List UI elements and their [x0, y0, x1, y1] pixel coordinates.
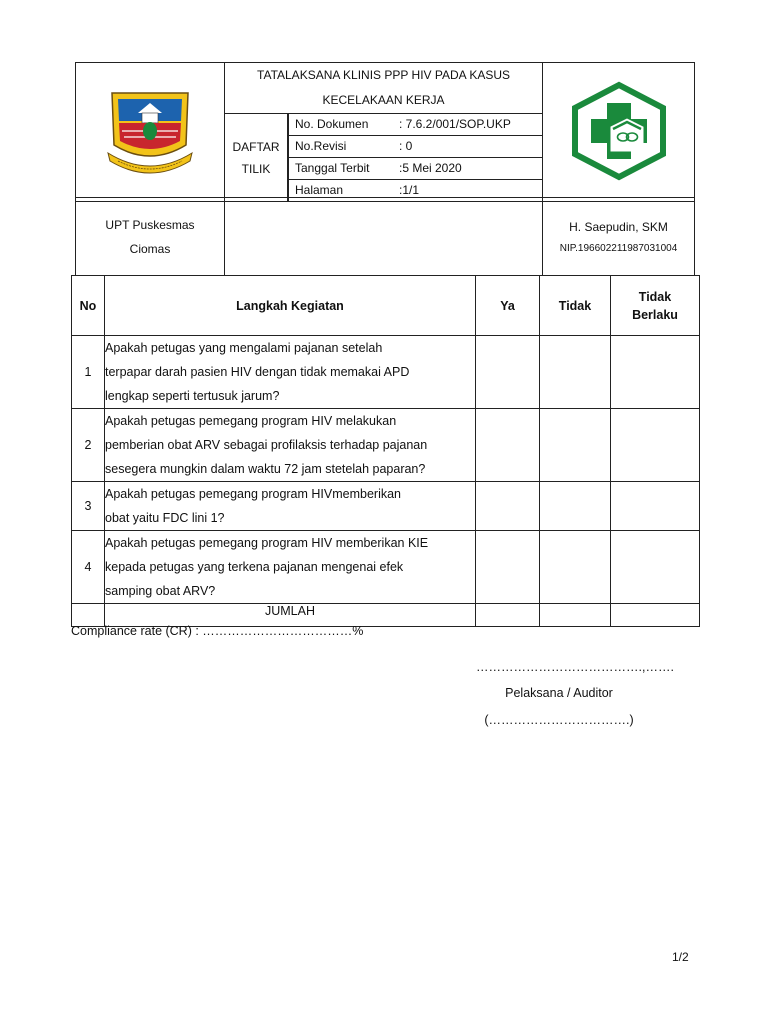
question-text — [105, 336, 476, 409]
question-line: terpapar darah pasien HIV dengan tidak memakai APD — [105, 365, 410, 379]
col-header-na-line-1: Tidak — [638, 289, 672, 304]
answer-na-cell[interactable] — [611, 409, 700, 482]
col-header-step: Langkah Kegiatan — [105, 276, 476, 336]
answer-no-cell[interactable] — [540, 482, 611, 531]
answer-no-cell[interactable] — [540, 336, 611, 409]
col-header-yes: Ya — [476, 276, 540, 336]
left-logo-cell — [76, 63, 225, 202]
col-header-no-answer: Tidak — [540, 276, 611, 336]
col-header-na-line-2: Berlaku — [632, 307, 678, 322]
organization-name-line-2: Ciomas — [129, 241, 171, 256]
head-cell — [543, 198, 695, 276]
total-label: JUMLAH — [105, 604, 476, 627]
question-text — [105, 531, 476, 604]
issue-date-value: :5 Mei 2020 — [399, 161, 462, 175]
table-row — [72, 482, 700, 531]
col-header-no: No — [72, 276, 105, 336]
question-line: Apakah petugas yang mengalami pajanan setelah — [105, 341, 383, 355]
question-line: kepada petugas yang terkena pajanan mengenai efek — [105, 560, 404, 574]
head-name: H. Saepudin, SKM — [569, 219, 668, 234]
question-line: sesegera mungkin dalam waktu 72 jam stetelah paparan? — [105, 462, 426, 476]
organization-row — [75, 197, 695, 276]
question-line: lengkap seperti tertusuk jarum? — [105, 389, 280, 403]
answer-no-cell[interactable] — [540, 409, 611, 482]
doc-info-cell — [288, 114, 543, 202]
doc-type-line-2: TILIK — [241, 161, 271, 176]
issue-date-row — [289, 158, 543, 180]
organization-name-line-1: UPT Puskesmas — [105, 217, 195, 232]
page-label: Halaman — [295, 183, 344, 197]
question-line: Apakah petugas pemegang program HIV melakukan — [105, 414, 397, 428]
doc-number-label: No. Dokumen — [295, 117, 369, 131]
question-text — [105, 409, 476, 482]
answer-yes-cell[interactable] — [476, 531, 540, 604]
page-value: :1/1 — [399, 183, 420, 197]
revision-row — [289, 136, 543, 158]
answer-na-cell[interactable] — [611, 482, 700, 531]
head-nip: NIP.196602211987031004 — [559, 242, 678, 254]
signature-role: Pelaksana / Auditor — [505, 686, 613, 700]
doc-type-line-1: DAFTAR — [232, 139, 280, 154]
right-logo-cell — [543, 63, 695, 202]
page-number: 1/2 — [672, 950, 689, 964]
revision-label: No.Revisi — [295, 139, 347, 153]
title-line-2: KECELAKAAN KERJA — [322, 93, 445, 107]
revision-value: : 0 — [399, 139, 413, 153]
table-header-row — [72, 276, 700, 336]
answer-yes-cell[interactable] — [476, 409, 540, 482]
answer-yes-cell[interactable] — [476, 336, 540, 409]
doc-number-value: : 7.6.2/001/SOP.UKP — [399, 117, 511, 131]
title-line-1: TATALAKSANA KLINIS PPP HIV PADA KASUS — [257, 68, 510, 82]
document-header — [75, 62, 695, 202]
puskesmas-logo-icon — [567, 81, 671, 181]
col-header-not-applicable — [611, 276, 700, 336]
organization-cell — [76, 198, 225, 276]
total-no-cell[interactable] — [540, 604, 611, 627]
issue-date-label: Tanggal Terbit — [295, 161, 370, 175]
row-number: 3 — [72, 482, 105, 531]
table-row — [72, 409, 700, 482]
table-row — [72, 336, 700, 409]
doc-type-cell — [225, 114, 288, 202]
row-number: 4 — [72, 531, 105, 604]
checklist-table — [71, 275, 700, 627]
row-number: 1 — [72, 336, 105, 409]
doc-number-row — [289, 114, 543, 136]
blank-cell — [225, 198, 543, 276]
question-line: Apakah petugas pemegang program HIV memberikan KIE — [105, 536, 429, 550]
answer-na-cell[interactable] — [611, 336, 700, 409]
signature-name-blank: (…………………………….) — [484, 713, 634, 727]
compliance-rate: Compliance rate (CR) : ………………………………% — [71, 624, 364, 638]
question-line: obat yaitu FDC lini 1? — [105, 511, 225, 525]
table-row — [72, 531, 700, 604]
row-number: 2 — [72, 409, 105, 482]
signature-place-date: ………………………………….,……. — [476, 660, 674, 674]
question-line: pemberian obat ARV sebagai profilaksis terhadap pajanan — [105, 438, 428, 452]
answer-no-cell[interactable] — [540, 531, 611, 604]
total-yes-cell[interactable] — [476, 604, 540, 627]
document-title — [225, 63, 543, 114]
doc-info-table — [288, 114, 542, 201]
regency-emblem-icon — [104, 81, 196, 181]
question-line: samping obat ARV? — [105, 584, 216, 598]
answer-yes-cell[interactable] — [476, 482, 540, 531]
question-line: Apakah petugas pemegang program HIVmemberikan — [105, 487, 402, 501]
total-na-cell[interactable] — [611, 604, 700, 627]
question-text — [105, 482, 476, 531]
answer-na-cell[interactable] — [611, 531, 700, 604]
